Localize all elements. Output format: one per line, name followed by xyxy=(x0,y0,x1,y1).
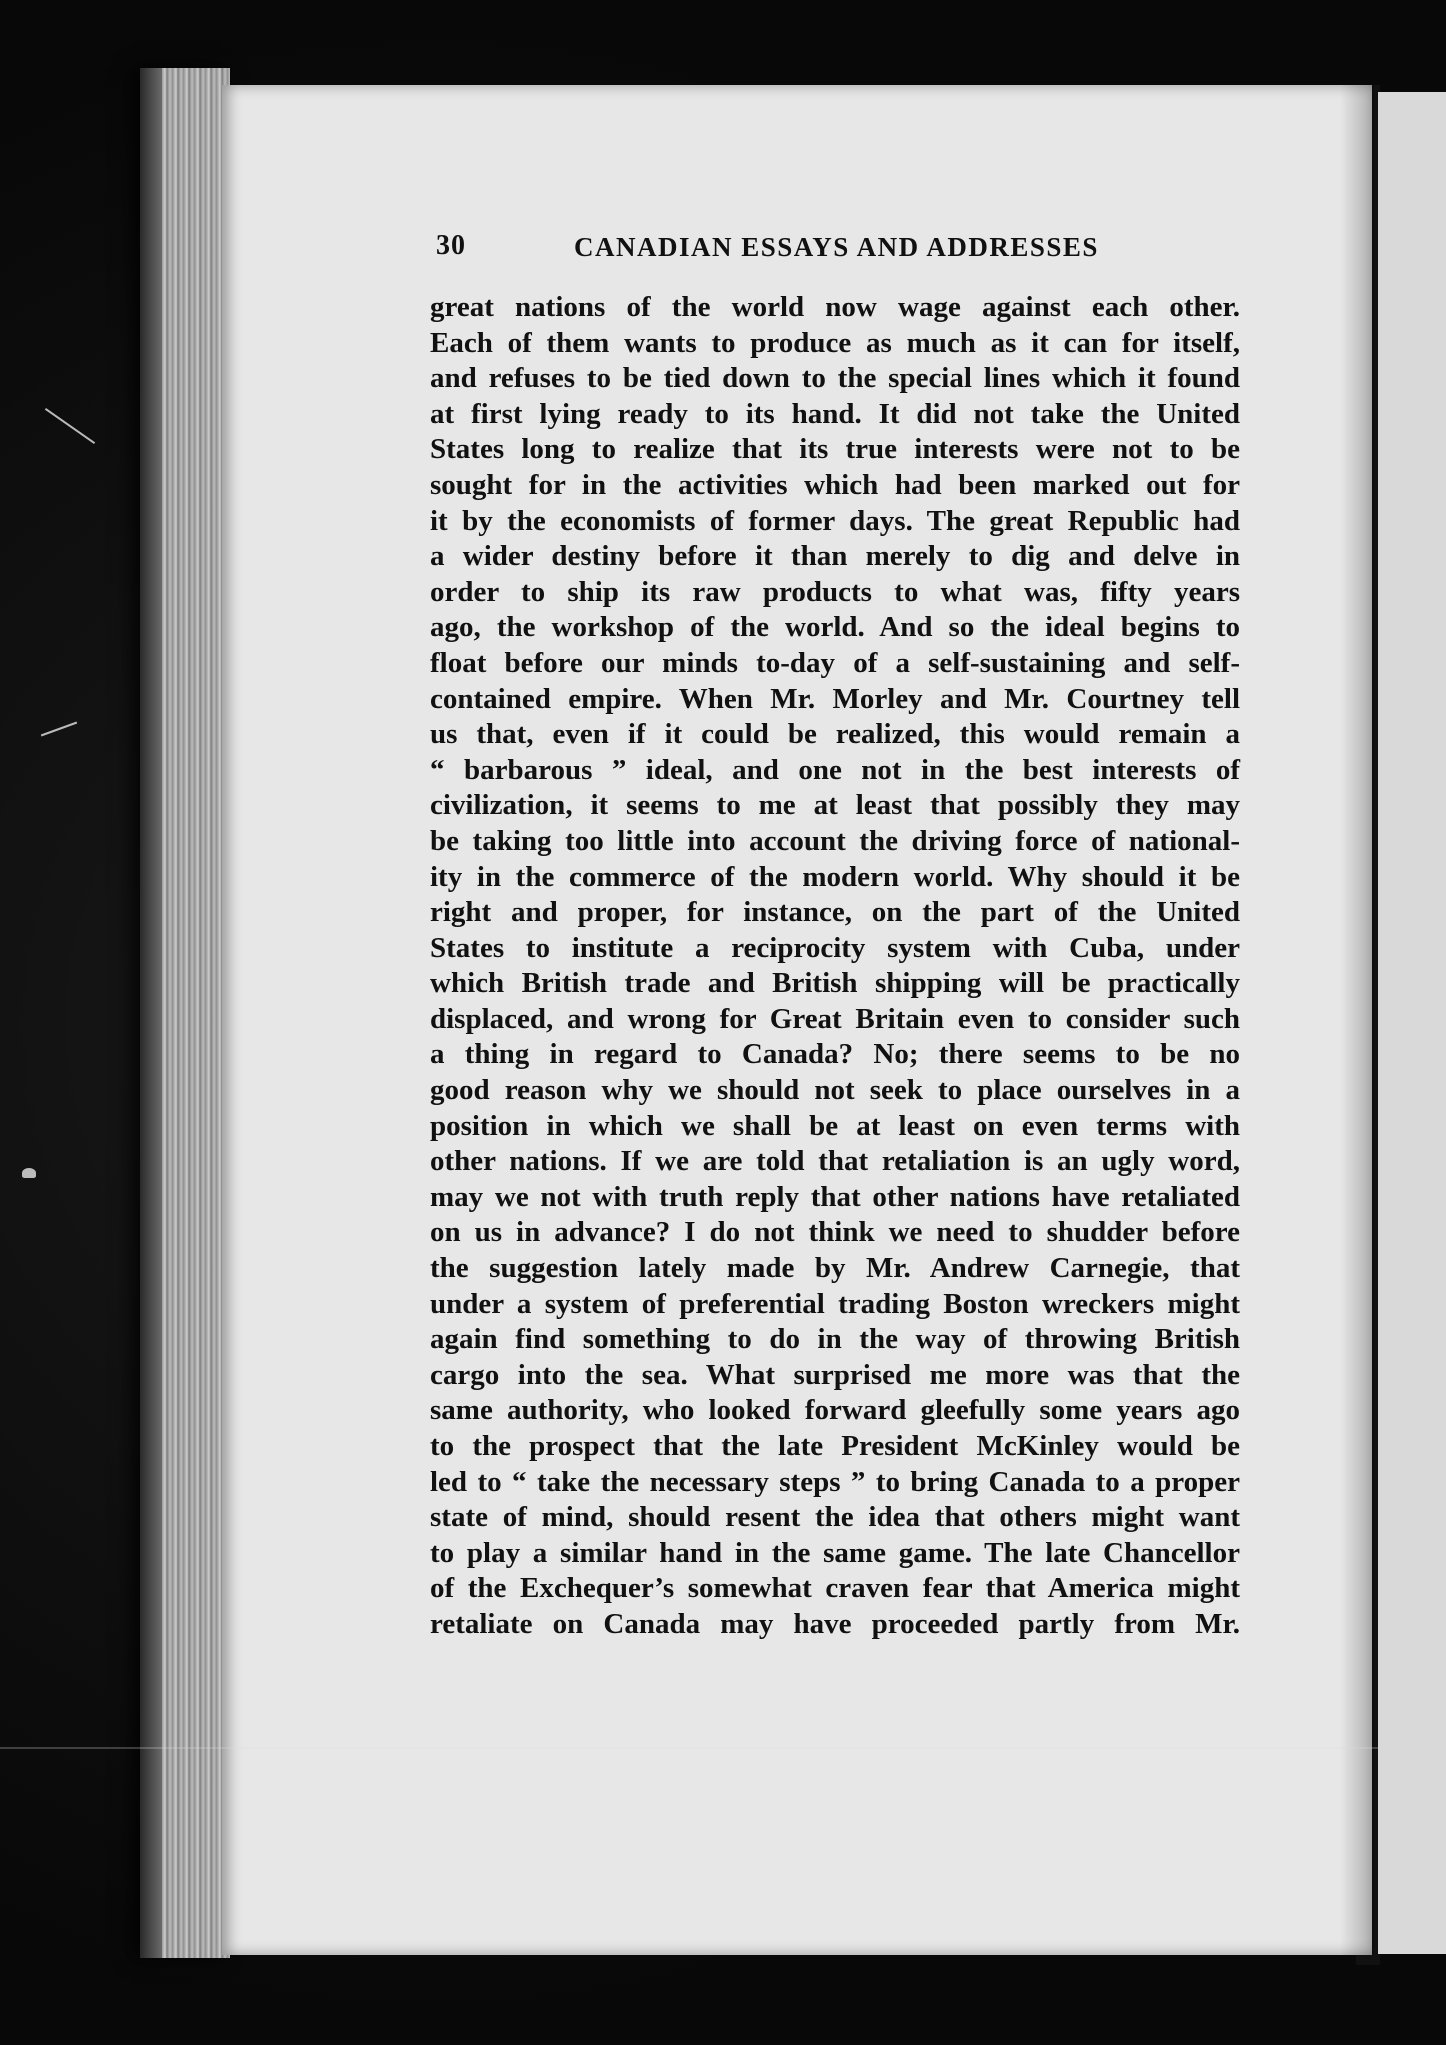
text-line: the suggestion lately made by Mr. Andrew Carnegie, that xyxy=(430,1252,1240,1285)
book-spine-shadow xyxy=(140,68,162,1958)
text-line: may we not with truth reply that other nations have retaliated xyxy=(430,1180,1240,1213)
text-line: Each of them wants to produce as much as it can for itself, xyxy=(430,326,1240,359)
text-line: at first lying ready to its hand. It did not take the United xyxy=(430,397,1240,430)
running-head: CANADIAN ESSAYS AND ADDRESSES xyxy=(574,232,1099,262)
scan-artifact-line xyxy=(0,1747,1446,1749)
text-line: position in which we shall be at least on even terms with xyxy=(430,1109,1240,1142)
text-line: cargo into the sea. What surprised me more was that the xyxy=(430,1358,1240,1391)
text-line: a thing in regard to Canada? No; there seems to be no xyxy=(430,1038,1240,1071)
text-line: under a system of preferential trading Boston wreckers might xyxy=(430,1287,1240,1320)
text-line: other nations. If we are told that retaliation is an ugly word, xyxy=(430,1145,1240,1178)
text-line: same authority, who looked forward gleefully some years ago xyxy=(430,1394,1240,1427)
text-line: and refuses to be tied down to the special lines which it found xyxy=(430,362,1240,395)
text-line: civilization, it seems to me at least that possibly they may xyxy=(430,789,1240,822)
text-line: contained empire. When Mr. Morley and Mr. Courtney tell xyxy=(430,682,1240,715)
text-line: States to institute a reciprocity system with Cuba, under xyxy=(430,931,1240,964)
scan-speck xyxy=(22,1168,36,1178)
text-line: right and proper, for instance, on the part of the United xyxy=(430,896,1240,929)
text-line: ago, the workshop of the world. And so the ideal begins to xyxy=(430,611,1240,644)
page-header xyxy=(436,230,1236,270)
text-line: which British trade and British shipping will be practically xyxy=(430,967,1240,1000)
text-line: ity in the commerce of the modern world. Why should it be xyxy=(430,860,1240,893)
text-line: it by the economists of former days. The great Republic had xyxy=(430,504,1240,537)
text-line: again find something to do in the way of throwing British xyxy=(430,1323,1240,1356)
text-line: on us in advance? I do not think we need to shudder before xyxy=(430,1216,1240,1249)
text-line: to play a similar hand in the same game. The late Chancellor xyxy=(430,1536,1240,1569)
text-line: “ barbarous ” ideal, and one not in the best interests of xyxy=(430,753,1240,786)
text-line: to the prospect that the late President McKinley would be xyxy=(430,1430,1240,1462)
body-text xyxy=(430,290,1240,1643)
text-line: of the Exchequer’s somewhat craven fear that America might xyxy=(430,1572,1240,1605)
page-curl-shadow xyxy=(1340,85,1374,1955)
text-line: led to “ take the necessary steps ” to bring Canada to a proper xyxy=(430,1465,1240,1498)
text-line: us that, even if it could be realized, this would remain a xyxy=(430,718,1240,751)
text-line: retaliate on Canada may have proceeded partly from Mr. xyxy=(430,1607,1240,1640)
text-line: float before our minds to-day of a self-sustaining and self- xyxy=(430,646,1240,679)
text-line: good reason why we should not seek to place ourselves in a xyxy=(430,1074,1240,1107)
text-line: States long to realize that its true interests were not to be xyxy=(430,433,1240,466)
text-line: a wider destiny before it than merely to dig and delve in xyxy=(430,540,1240,573)
text-line: great nations of the world now wage against each other. xyxy=(430,291,1240,323)
text-line: displaced, and wrong for Great Britain even to consider such xyxy=(430,1002,1240,1035)
text-line: order to ship its raw products to what was, fifty years xyxy=(430,575,1240,608)
page-number: 30 xyxy=(436,230,466,261)
text-line: state of mind, should resent the idea that others might want xyxy=(430,1501,1240,1534)
text-line: sought for in the activities which had been marked out for xyxy=(430,468,1240,501)
text-line: be taking too little into account the driving force of national- xyxy=(430,824,1240,857)
facing-page-edge xyxy=(1378,92,1446,1954)
